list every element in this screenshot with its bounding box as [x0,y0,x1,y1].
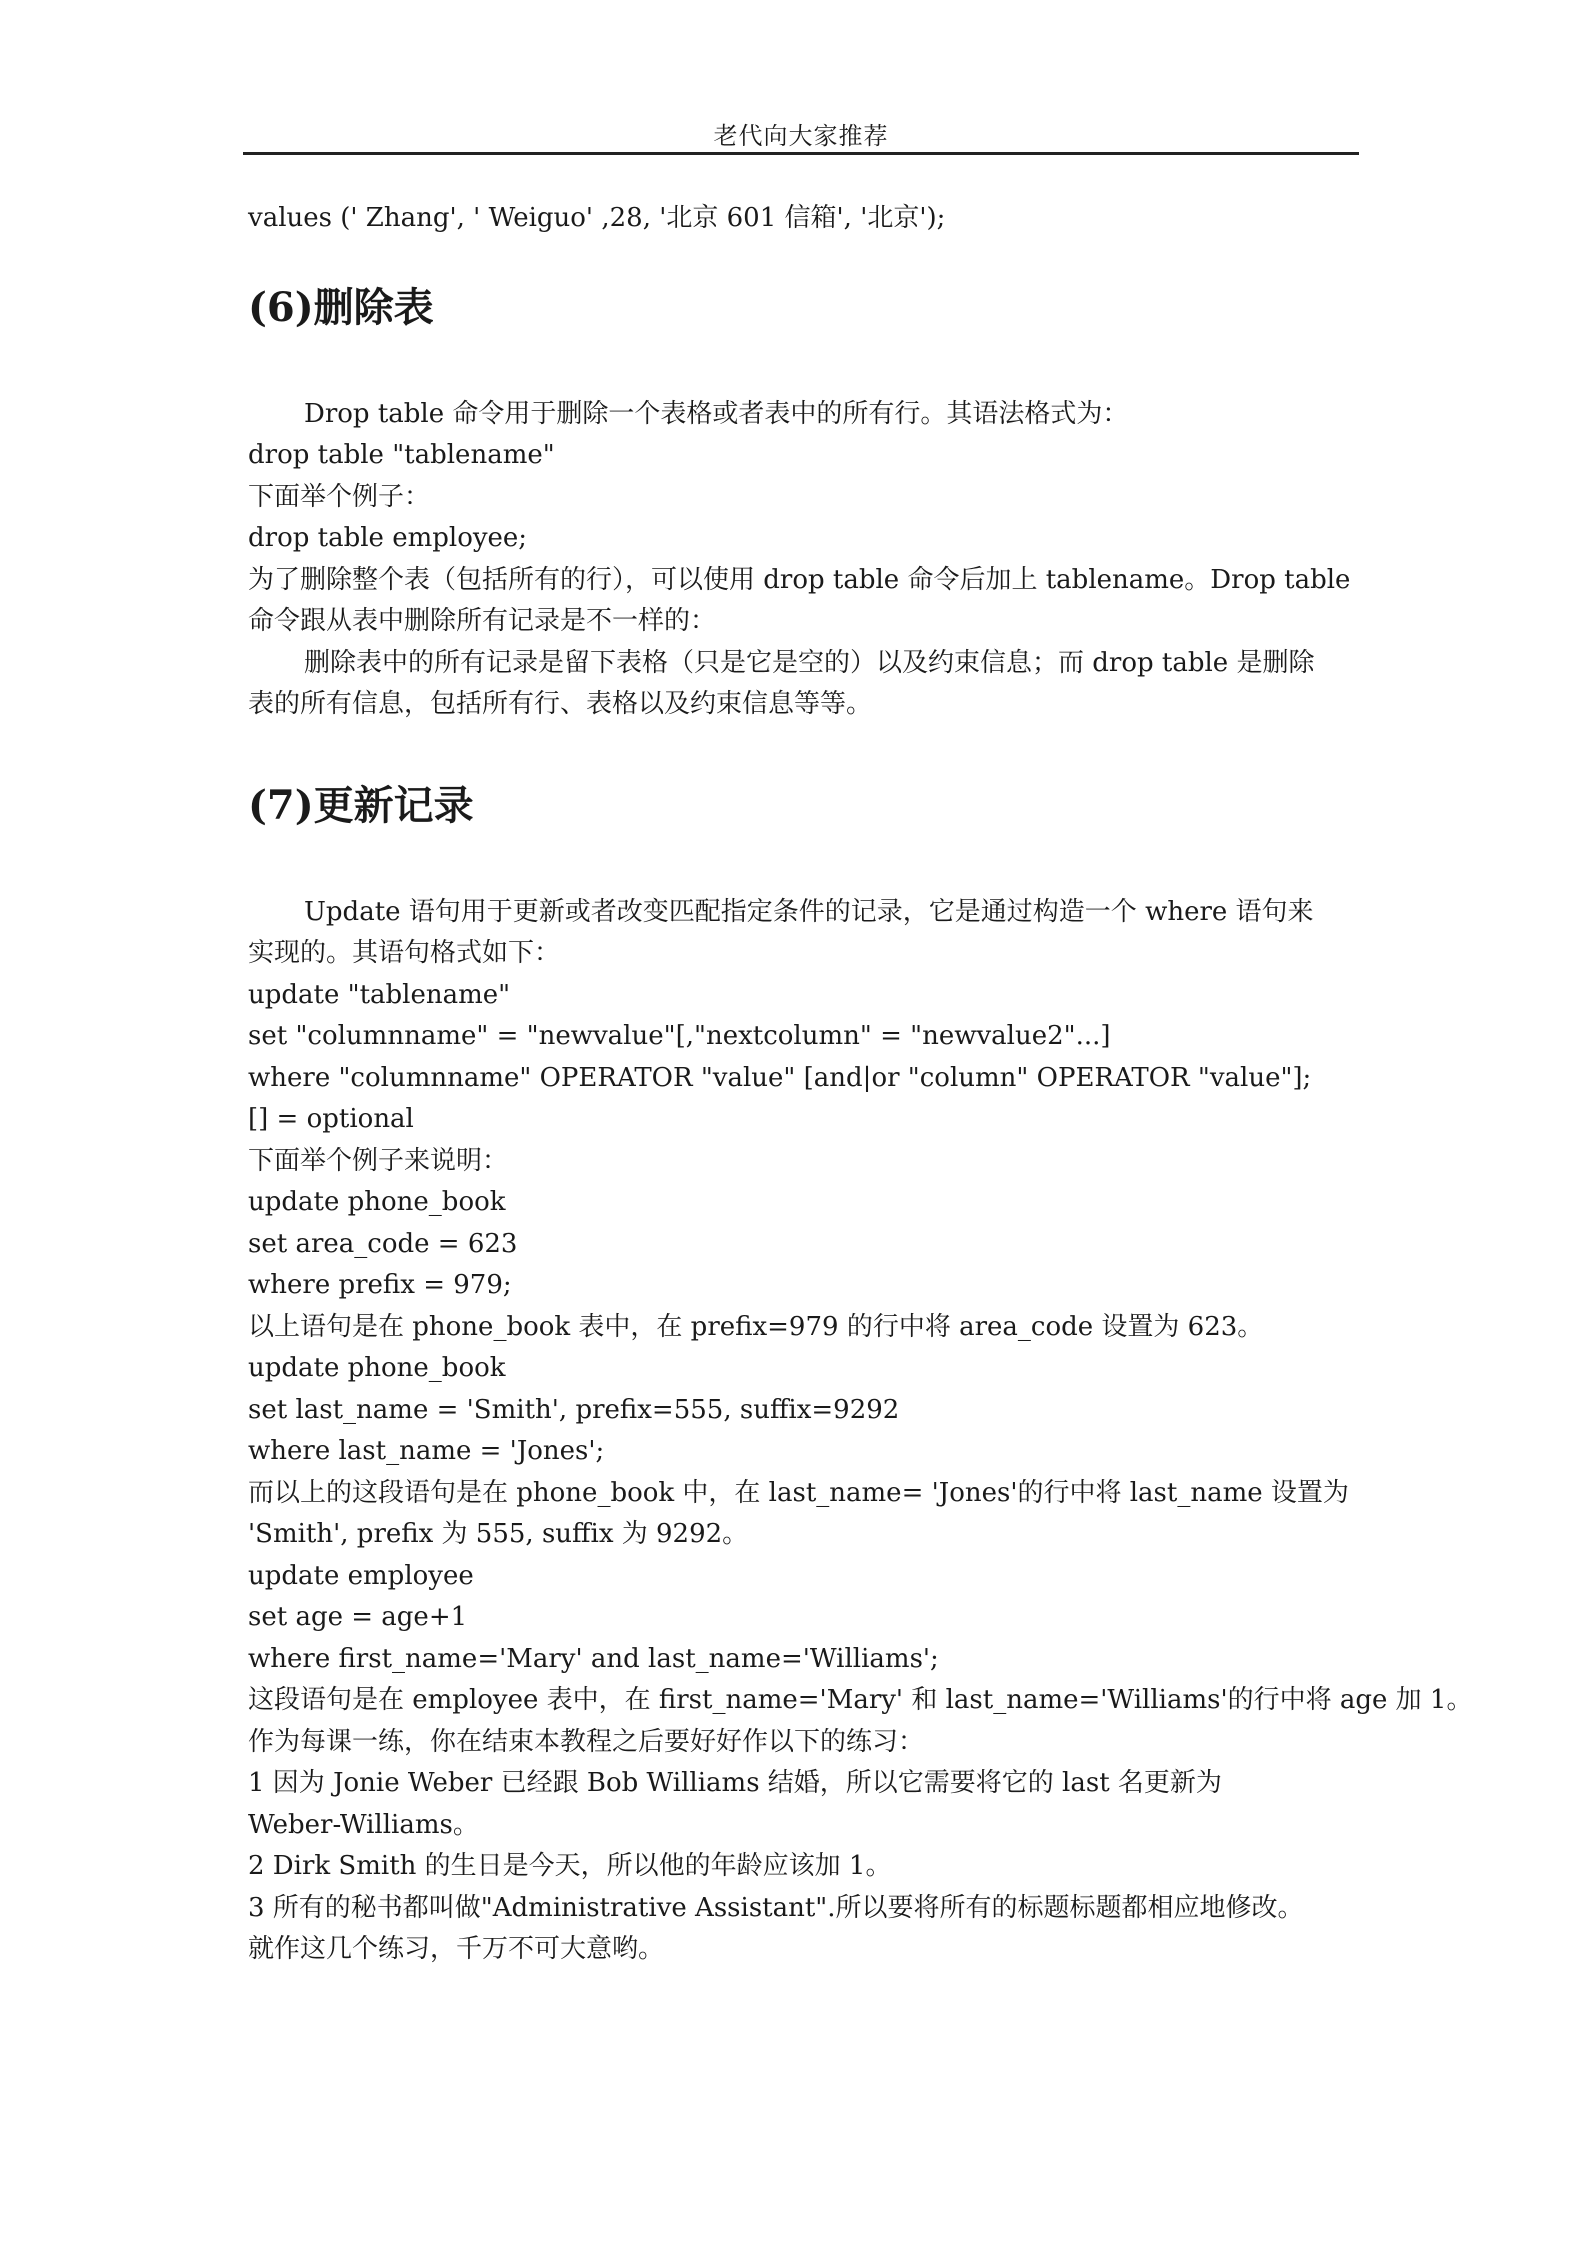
paragraph-line: 实现的。其语句格式如下： [248,938,561,968]
code-line: drop table employee; [248,523,528,553]
code-line: update phone_book [248,1187,506,1217]
paragraph-line: 以上语句是在 phone_book 表中，在 prefix=979 的行中将 area_code 设置为 623。 [248,1311,1264,1342]
exercise-line: 2 Dirk Smith 的生日是今天，所以他的年龄应该加 1。 [248,1851,892,1881]
code-line: set "columnname" = "newvalue"[,"nextcolumn" = "newvalue2"...] [248,1021,1111,1051]
paragraph-line: Update 语句用于更新或者改变匹配指定条件的记录，它是通过构造一个 where 语句来 [304,896,1314,927]
code-line: set area_code = 623 [248,1228,518,1259]
page-header: 老代向大家推荐 [713,122,889,150]
code-line: [] = optional [248,1104,414,1134]
intro-line: values (' Zhang', ' Weiguo' ,28, '北京 601 信箱', '北京'); [248,203,946,233]
paragraph-line: 删除表中的所有记录是留下表格（只是它是空的）以及约束信息；而 drop table 是删除 [304,647,1315,678]
code-line: where last_name = 'Jones'; [248,1436,605,1466]
document-body [248,198,1473,1971]
paragraph-line: 作为每课一练，你在结束本教程之后要好好作以下的练习： [248,1726,925,1757]
code-line: update employee [248,1560,474,1591]
exercise-line: 1 因为 Jonie Weber 已经跟 Bob Williams 结婚，所以它需要将它的 last 名更新为 [248,1768,1222,1798]
section-6-heading: (6)删除表 [248,283,434,331]
section-7-heading: (7)更新记录 [248,781,474,829]
paragraph-line: 就作这几个练习，千万不可大意哟。 [248,1934,665,1964]
header-rule [243,152,1359,155]
code-line: set age = age+1 [248,1602,468,1632]
code-line: where first_name='Mary' and last_name='Williams'; [248,1643,939,1674]
paragraph-line: 'Smith', prefix 为 555, suffix 为 9292。 [248,1519,749,1549]
paragraph-line: 命令跟从表中删除所有记录是不一样的： [248,606,717,636]
section-6-body [248,394,1360,726]
paragraph-line: Drop table 命令用于删除一个表格或者表中的所有行。其语法格式为： [304,398,1129,429]
paragraph-line: 表的所有信息，包括所有行、表格以及约束信息等等。 [248,689,873,719]
code-line: update "tablename" [248,979,511,1010]
code-line: where "columnname" OPERATOR "value" [and|or "column" OPERATOR "value"]; [248,1062,1312,1093]
paragraph-line: 这段语句是在 employee 表中，在 first_name='Mary' 和 last_name='Williams'的行中将 age 加 1。 [248,1685,1473,1715]
code-line: drop table "tablename" [248,440,555,470]
code-line: set last_name = 'Smith', prefix=555, suffix=9292 [248,1394,900,1425]
exercise-line: 3 所有的秘书都叫做"Administrative Assistant".所以要将所有的标题标题都相应地修改。 [248,1892,1304,1923]
paragraph-line: 而以上的这段语句是在 phone_book 中，在 last_name= 'Jones'的行中将 last_name 设置为 [248,1477,1349,1508]
code-line: where prefix = 979; [248,1270,512,1300]
code-line: update phone_book [248,1353,506,1383]
paragraph-line: 下面举个例子： [248,481,431,512]
paragraph-line: 为了删除整个表（包括所有的行），可以使用 drop table 命令后加上 tablename。Drop table [248,564,1351,595]
paragraph-line: 下面举个例子来说明： [248,1145,509,1176]
exercise-line: Weber-Williams。 [248,1809,479,1840]
section-7-body [248,892,1473,1971]
